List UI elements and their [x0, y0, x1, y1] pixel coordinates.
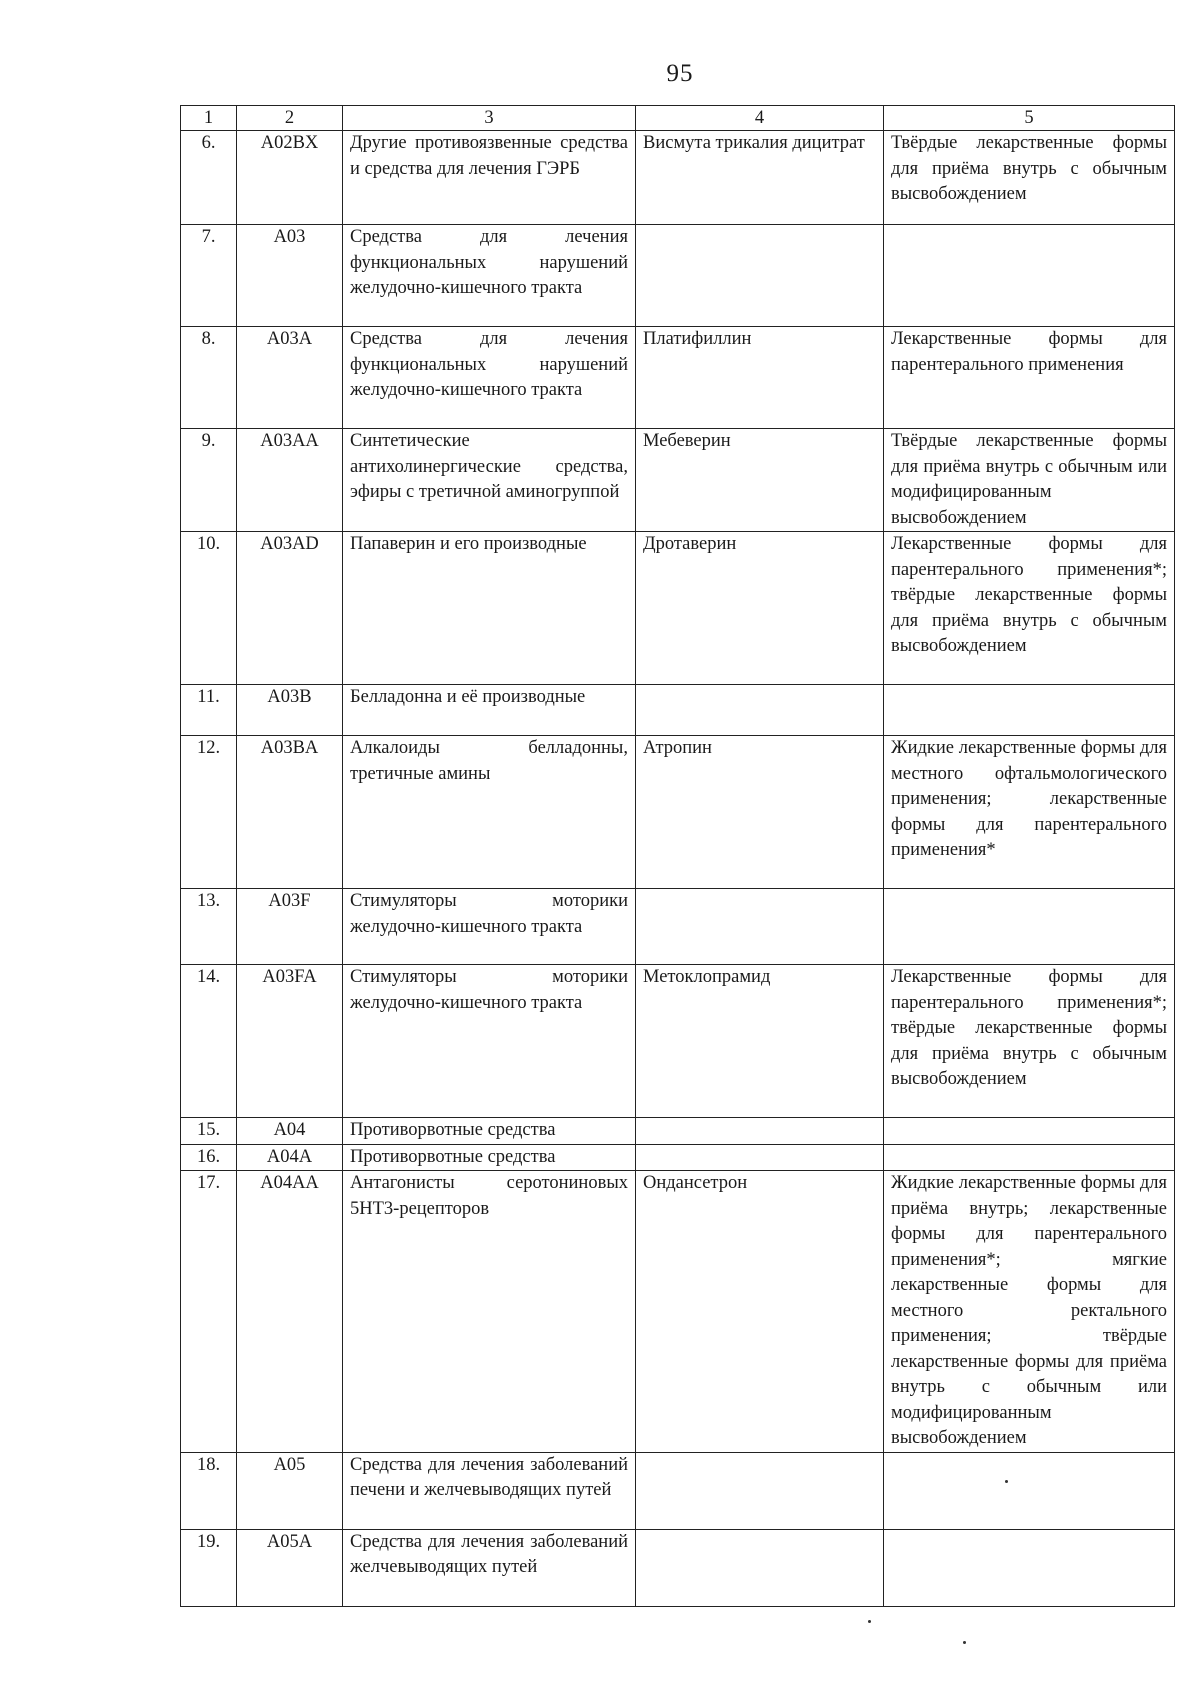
group-name: Средства для лечения функциональных нарушений желудочно-кишечного тракта	[343, 225, 636, 327]
drug-name	[636, 1118, 884, 1145]
atc-code: A05A	[237, 1529, 343, 1606]
dosage-form	[884, 889, 1175, 965]
row-number: 13.	[181, 889, 237, 965]
dosage-form	[884, 1452, 1175, 1529]
drug-name	[636, 889, 884, 965]
header-col-5: 5	[884, 106, 1175, 131]
table-row	[181, 225, 1175, 327]
dosage-form	[884, 685, 1175, 736]
header-col-2: 2	[237, 106, 343, 131]
page-number: 95	[666, 60, 694, 87]
group-name: Средства для лечения функциональных нарушений желудочно-кишечного тракта	[343, 327, 636, 429]
group-name: Белладонна и её производные	[343, 685, 636, 736]
row-number: 7.	[181, 225, 237, 327]
row-number: 14.	[181, 965, 237, 1118]
atc-code: A04	[237, 1118, 343, 1145]
scan-mark	[1005, 1480, 1008, 1483]
table-row	[181, 532, 1175, 685]
dosage-form: Лекарственные формы для парентерального применения*; твёрдые лекарственные формы для приёма внутрь с обычным высвобождением	[884, 965, 1175, 1118]
group-name: Стимуляторы моторики желудочно-кишечного тракта	[343, 889, 636, 965]
drug-name	[636, 225, 884, 327]
scan-mark	[868, 1620, 871, 1623]
dosage-form: Твёрдые лекарственные формы для приёма внутрь с обычным высвобождением	[884, 131, 1175, 225]
drug-name: Мебеверин	[636, 429, 884, 532]
row-number: 17.	[181, 1171, 237, 1453]
table-row	[181, 1171, 1175, 1453]
row-number: 9.	[181, 429, 237, 532]
table-row	[181, 965, 1175, 1118]
group-name: Синтетические антихолинергические средства, эфиры с третичной аминогруппой	[343, 429, 636, 532]
row-number: 10.	[181, 532, 237, 685]
drug-name	[636, 685, 884, 736]
dosage-form: Твёрдые лекарственные формы для приёма внутрь с обычным или модифицированным высвобождением	[884, 429, 1175, 532]
atc-code: A04AA	[237, 1171, 343, 1453]
row-number: 12.	[181, 736, 237, 889]
group-name: Антагонисты серотониновых 5HT3-рецепторов	[343, 1171, 636, 1453]
dosage-form	[884, 1144, 1175, 1171]
group-name: Другие противоязвенные средства и средства для лечения ГЭРБ	[343, 131, 636, 225]
drug-name: Атропин	[636, 736, 884, 889]
table-row	[181, 1529, 1175, 1606]
table-row	[181, 1144, 1175, 1171]
drug-name	[636, 1529, 884, 1606]
atc-code: A03FA	[237, 965, 343, 1118]
atc-code: A03F	[237, 889, 343, 965]
header-col-3: 3	[343, 106, 636, 131]
table-row	[181, 1452, 1175, 1529]
atc-code: A03AA	[237, 429, 343, 532]
header-col-1: 1	[181, 106, 237, 131]
atc-code: A04A	[237, 1144, 343, 1171]
header-col-4: 4	[636, 106, 884, 131]
table-body	[181, 131, 1175, 1607]
drug-name: Ондансетрон	[636, 1171, 884, 1453]
dosage-form	[884, 1529, 1175, 1606]
drug-name: Платифиллин	[636, 327, 884, 429]
group-name: Противорвотные средства	[343, 1144, 636, 1171]
row-number: 6.	[181, 131, 237, 225]
group-name: Стимуляторы моторики желудочно-кишечного тракта	[343, 965, 636, 1118]
row-number: 16.	[181, 1144, 237, 1171]
atc-code: A03AD	[237, 532, 343, 685]
atc-code: A03BA	[237, 736, 343, 889]
row-number: 18.	[181, 1452, 237, 1529]
atc-code: A03	[237, 225, 343, 327]
dosage-form	[884, 225, 1175, 327]
group-name: Средства для лечения заболеваний желчевыводящих путей	[343, 1529, 636, 1606]
table-row	[181, 889, 1175, 965]
drug-name: Дротаверин	[636, 532, 884, 685]
dosage-form: Лекарственные формы для парентерального применения*; твёрдые лекарственные формы для приёма внутрь с обычным высвобождением	[884, 532, 1175, 685]
scan-mark	[963, 1641, 966, 1644]
atc-code: A02BX	[237, 131, 343, 225]
table-row	[181, 131, 1175, 225]
drug-name	[636, 1144, 884, 1171]
row-number: 8.	[181, 327, 237, 429]
drug-name	[636, 1452, 884, 1529]
row-number: 19.	[181, 1529, 237, 1606]
table-row	[181, 429, 1175, 532]
table-row	[181, 736, 1175, 889]
group-name: Противорвотные средства	[343, 1118, 636, 1145]
medication-table	[180, 105, 1175, 1607]
drug-name: Висмута трикалия дицитрат	[636, 131, 884, 225]
group-name: Алкалоиды белладонны, третичные амины	[343, 736, 636, 889]
atc-code: A03B	[237, 685, 343, 736]
row-number: 15.	[181, 1118, 237, 1145]
atc-code: A03A	[237, 327, 343, 429]
table-row	[181, 685, 1175, 736]
drug-name: Метоклопрамид	[636, 965, 884, 1118]
table-row	[181, 327, 1175, 429]
group-name: Средства для лечения заболеваний печени и желчевыводящих путей	[343, 1452, 636, 1529]
group-name: Папаверин и его производные	[343, 532, 636, 685]
atc-code: A05	[237, 1452, 343, 1529]
dosage-form	[884, 1118, 1175, 1145]
dosage-form: Жидкие лекарственные формы для приёма внутрь; лекарственные формы для парентерального применения*; мягкие лекарственные формы для местного ректального применения; твёрдые лекарственные формы для приёма внутрь с обычным или модифицированным высвобождением	[884, 1171, 1175, 1453]
header-row	[181, 106, 1175, 131]
dosage-form: Жидкие лекарственные формы для местного офтальмологического применения; лекарственные формы для парентерального применения*	[884, 736, 1175, 889]
dosage-form: Лекарственные формы для парентерального применения	[884, 327, 1175, 429]
table-row	[181, 1118, 1175, 1145]
row-number: 11.	[181, 685, 237, 736]
